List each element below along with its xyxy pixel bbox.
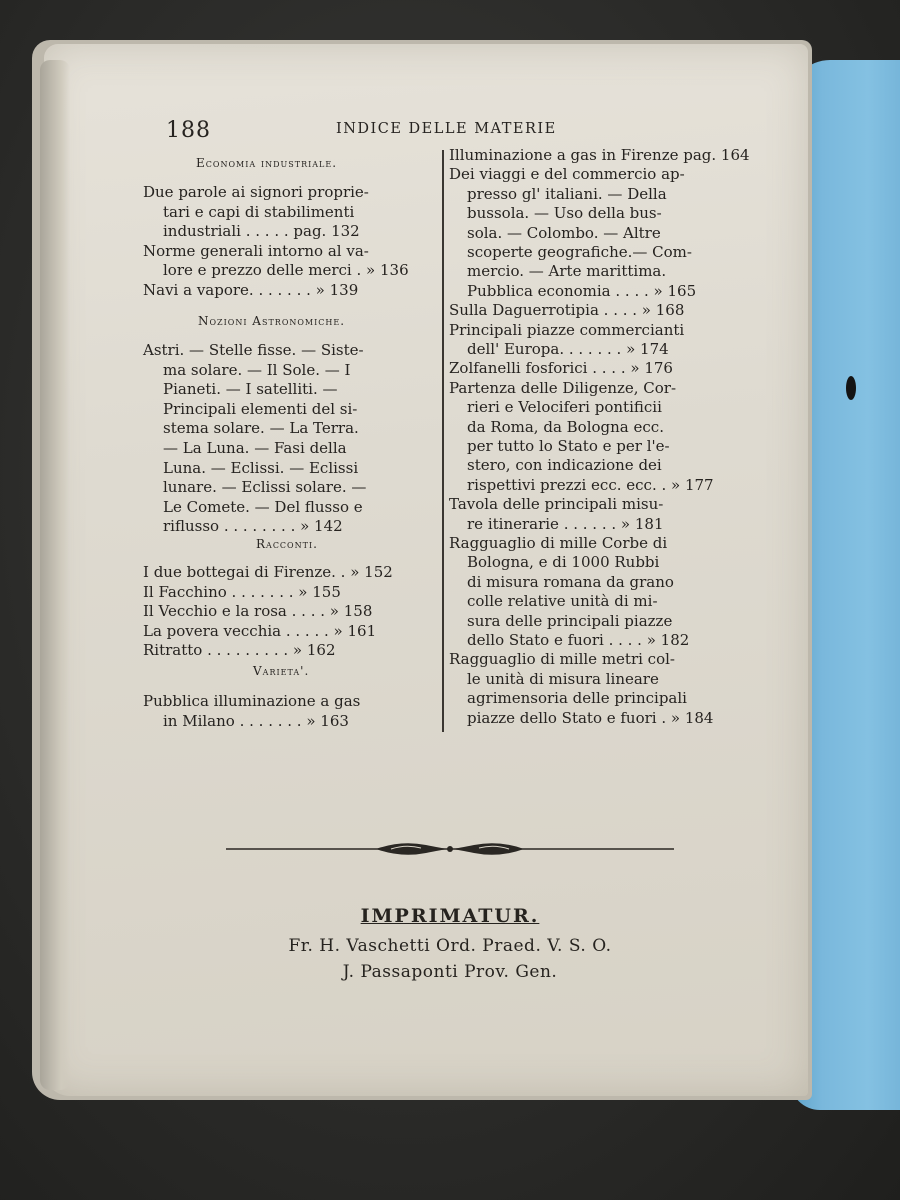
- index-entry-line: Tavola delle principali misu-: [449, 495, 664, 514]
- index-entry-line: rispettivi prezzi ecc. ecc. . » 177: [467, 475, 714, 494]
- index-entry-line: stema solare. — La Terra.: [163, 419, 359, 438]
- index-entry-line: Bologna, e di 1000 Rubbi: [467, 553, 660, 572]
- index-entry-line: Ragguaglio di mille Corbe di: [449, 534, 668, 552]
- index-entry-line: Due parole ai signori proprie-: [143, 183, 369, 201]
- index-entry-line: Astri. — Stelle fisse. — Siste-: [143, 341, 364, 359]
- index-entry-line: Ritratto . . . . . . . . . » 162: [143, 641, 336, 660]
- index-entry-line: presso gl' italiani. — Della: [467, 184, 667, 203]
- index-entry-line: Sulla Daguerrotipia . . . . » 168: [449, 301, 685, 320]
- index-entry-line: re itinerarie . . . . . . » 181: [467, 514, 664, 533]
- imprimatur-line-2: J. Passaponti Prov. Gen.: [342, 962, 558, 982]
- index-entry-line: Il Vecchio e la rosa . . . . » 158: [143, 602, 373, 621]
- index-entry-line: Pianeti. — I satelliti. —: [163, 380, 338, 399]
- imprimatur-title: IMPRIMATUR.: [360, 905, 540, 927]
- index-entry-line: Luna. — Eclissi. — Eclissi: [163, 458, 359, 477]
- index-entry-line: dello Stato e fuori . . . . » 182: [467, 631, 690, 649]
- index-entry-line: Il Facchino . . . . . . . » 155: [143, 582, 341, 601]
- index-entry-line: Pubblica illuminazione a gas: [143, 692, 361, 710]
- index-entry-line: tari e capi di stabilimenti: [163, 202, 355, 221]
- index-entry-line: mercio. — Arte marittima.: [467, 262, 667, 281]
- index-entry-line: industriali . . . . . pag. 132: [163, 222, 360, 241]
- index-entry-line: Principali elementi del si-: [163, 399, 358, 418]
- section-heading: Nozioni Astronomiche.: [198, 314, 346, 328]
- column-divider: [442, 150, 444, 732]
- index-entry-line: bussola. — Uso della bus-: [467, 204, 662, 223]
- index-entry-line: sura delle principali piazze: [467, 611, 673, 630]
- index-entry-line: Dei viaggi e del commercio ap-: [449, 165, 685, 184]
- index-entry-line: dell' Europa. . . . . . . » 174: [467, 340, 669, 358]
- index-entry-line: Partenza delle Diligenze, Cor-: [449, 378, 677, 397]
- index-entry-line: lunare. — Eclissi solare. —: [163, 478, 367, 497]
- index-entry-line: Le Comete. — Del flusso e: [163, 497, 363, 516]
- index-entry-line: lore e prezzo delle merci . » 136: [163, 261, 409, 280]
- index-entry-line: ma solare. — Il Sole. — I: [163, 360, 351, 379]
- index-entry-line: Navi a vapore. . . . . . . » 139: [143, 281, 359, 299]
- page-title: INDICE DELLE MATERIE: [336, 121, 557, 137]
- cover-hole: [846, 376, 856, 400]
- index-entry-line: per tutto lo Stato e per l'e-: [467, 437, 670, 455]
- index-entry-line: Ragguaglio di mille metri col-: [449, 650, 675, 669]
- index-entry-line: Pubblica economia . . . . » 165: [467, 281, 697, 300]
- index-entry-line: — La Luna. — Fasi della: [163, 439, 347, 457]
- page-number: 188: [166, 118, 211, 143]
- index-entry-line: piazze dello Stato e fuori . » 184: [467, 708, 714, 727]
- index-entry-line: agrimensoria delle principali: [467, 689, 687, 708]
- index-entry-line: Illuminazione a gas in Firenze pag. 164: [449, 146, 750, 164]
- index-entry-line: scoperte geografiche.— Com-: [467, 243, 692, 261]
- index-entry-line: Principali piazze commercianti: [449, 320, 685, 339]
- index-entry-line: riflusso . . . . . . . . » 142: [163, 517, 343, 536]
- index-entry-line: stero, con indicazione dei: [467, 456, 662, 475]
- index-entry-line: di misura romana da grano: [467, 572, 674, 591]
- index-entry-line: sola. — Colombo. — Altre: [467, 223, 661, 242]
- index-entry-line: Zolfanelli fosforici . . . . » 176: [449, 359, 673, 378]
- index-entry-line: le unità di misura lineare: [467, 669, 659, 688]
- index-entry-line: rieri e Velociferi pontificii: [467, 398, 662, 417]
- index-entry-line: in Milano . . . . . . . » 163: [163, 711, 349, 730]
- index-entry-line: Norme generali intorno al va-: [143, 241, 369, 260]
- section-heading: Economia industriale.: [196, 156, 338, 170]
- index-entry-line: da Roma, da Bologna ecc.: [467, 417, 664, 436]
- index-entry-line: I due bottegai di Firenze. . » 152: [143, 563, 393, 581]
- index-entry-line: La povera vecchia . . . . . » 161: [143, 621, 377, 640]
- ornament-divider: [226, 836, 674, 862]
- imprimatur-line-1: Fr. H. Vaschetti Ord. Praed. V. S. O.: [288, 936, 612, 956]
- section-heading: Varieta'.: [253, 664, 310, 678]
- section-heading: Racconti.: [256, 537, 318, 551]
- index-entry-line: colle relative unità di mi-: [467, 592, 658, 611]
